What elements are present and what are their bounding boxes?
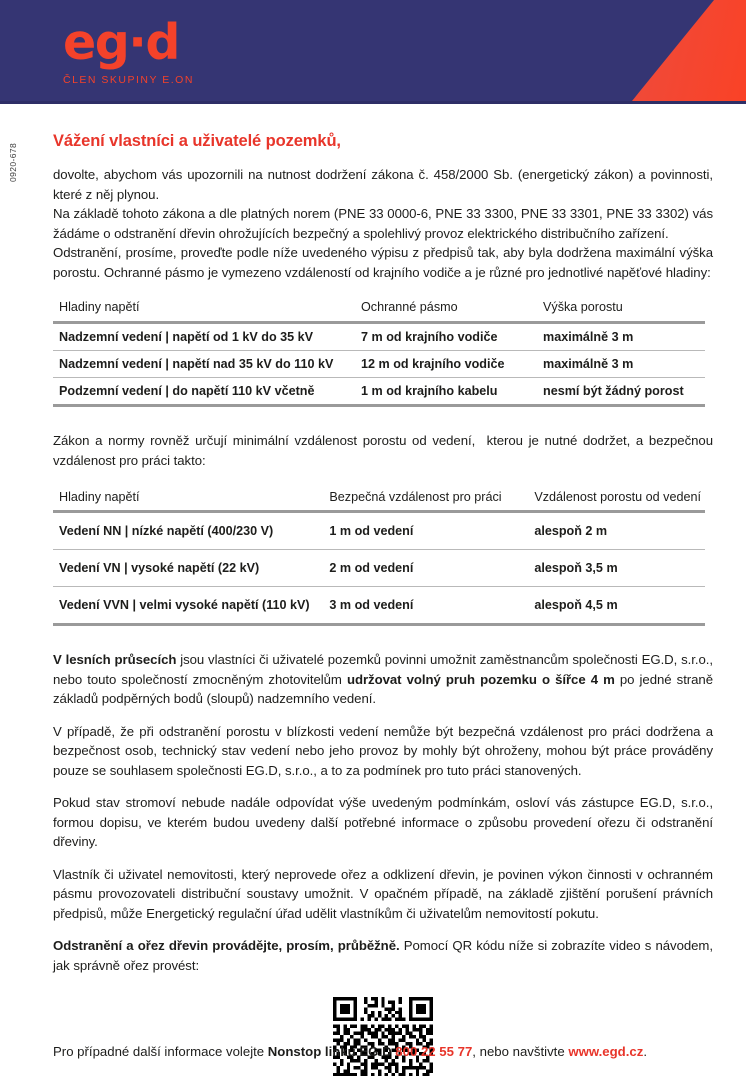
cell-voltage-level: Vedení VN | vysoké napětí (22 kV) [53, 550, 319, 587]
qr-code-icon[interactable] [333, 997, 433, 1076]
table-header-row [53, 298, 705, 323]
paragraph-minimum-distance: Zákon a normy rovněž určují minimální vzdálenost porostu od vedení, kterou je nutné dodržet, a bezpečnou vzdálenost pro práci takto: [53, 433, 713, 468]
cell-vegetation-height: nesmí být žádný porost [533, 378, 705, 406]
forest-corridors-text-1: jsou vlastníci či uživatelé pozemků povinni umožnit zaměstnancům společnosti EG.D, s.r.o., nebo touto společností zmocněným zhotovitelům [53, 652, 714, 687]
table-row [53, 323, 705, 351]
cell-safe-working-distance: 3 m od vedení [319, 587, 516, 625]
cell-voltage-level: Podzemní vedení | do napětí 110 kV včetně [53, 378, 353, 406]
logo-subtitle: ČLEN SKUPINY E.ON [63, 74, 194, 86]
forest-corridors-text-2: po jedné straně základů podpěrných bodů (sloupů) nadzemního vedení. [53, 671, 714, 706]
paragraph-intro: dovolte, abychom vás upozornili na nutnost dodržení zákona č. 458/2000 Sb. (energetický zákon) a povinnosti, které z něj plynou. [53, 167, 713, 202]
paragraph-safety-conditions: V případě, že při odstranění porostu v blízkosti vedení nemůže být bezpečná vzdálenost pro práci dodržena a bezpečnost osob, technický stav vedení nebo jeho provoz by mohly být ohroženy, mohou být práce prováděny pouze se souhlasem společnosti EG.D, s.r.o., a to za podmínek pro tuto práci stanovených. [53, 723, 713, 778]
cell-voltage-level: Vedení NN | nízké napětí (400/230 V) [53, 512, 319, 550]
paragraph-owner-obligations: Vlastník či uživatel nemovitosti, který neprovede ořez a odklizení dřevin, je povinen výkon činnosti v ochranném pásmu provozovateli distribuční soustavy umožnit. V opačném případě, na základě zjištění porušení právních předpisů, může Energetický regulační úřad udělit vlastníkům či uživatelům nemovitostí pokutu. [53, 866, 713, 921]
cell-protection-zone: 7 m od krajního vodiče [353, 323, 533, 351]
table-row [53, 587, 705, 625]
page-header [0, 0, 746, 101]
table-row [53, 351, 705, 378]
cell-vegetation-height: maximálně 3 m [533, 351, 705, 378]
egd-logo [63, 14, 263, 86]
qr-instruction-rest: Pomocí QR kódu níže si zobrazíte video s návodem, jak správně ořez provést: [53, 938, 713, 973]
safe-distance-table [53, 488, 705, 626]
col-vegetation-height: Výška porostu [533, 298, 705, 323]
cell-vegetation-distance: alespoň 2 m [516, 512, 705, 550]
col-voltage-level: Hladiny napětí [53, 298, 353, 323]
logo-wordmark: eg·d [63, 14, 179, 71]
cell-voltage-level: Nadzemní vedení | napětí nad 35 kV do 110 kV [53, 351, 353, 378]
cell-voltage-level: Vedení VVN | velmi vysoké napětí (110 kV) [53, 587, 319, 625]
paragraph-representative-letter: Pokud stav stromoví nebude nadále odpovídat výše uvedeným podmínkám, osloví vás zástupce EG.D, s.r.o., formou dopisu, ve kterém budou uvedeny další potřebné informace o způsobu provedení ořezu či odstranění dřeviny. [53, 795, 713, 849]
table-row [53, 550, 705, 587]
paragraph-removal-instructions: Odstranění, prosíme, proveďte podle níže uvedeného výpisu z předpisů tak, aby byla dodržena maximální výška porostu. Ochranné pásmo je vymezeno vzdáleností od krajního vodiče a je různé pro jednotlivé napěťové hladiny: [53, 245, 713, 280]
col-vegetation-distance: Vzdálenost porostu od vedení [516, 488, 705, 512]
footer-phone-number[interactable]: 800 22 55 77 [395, 1044, 473, 1059]
col-protection-zone: Ochranné pásmo [353, 298, 533, 323]
footer-contact [53, 1044, 713, 1059]
document-code [8, 85, 18, 182]
qr-instruction-lead: Odstranění a ořez dřevin provádějte, prosím, průběžně. [53, 938, 400, 953]
paragraph-standards: Na základě tohoto zákona a dle platných norem (PNE 33 0000-6, PNE 33 3300, PNE 33 3301, PNE 33 3302) vás žádáme o odstranění dřevin ohrožujících bezpečný a spolehlivý provoz elektrického distribučního zařízení. [53, 206, 713, 241]
cell-vegetation-distance: alespoň 4,5 m [516, 587, 705, 625]
page-title: Vážení vlastníci a uživatelé pozemků, [53, 132, 341, 150]
cell-vegetation-height: maximálně 3 m [533, 323, 705, 351]
cell-safe-working-distance: 1 m od vedení [319, 512, 516, 550]
table-row [53, 378, 705, 406]
forest-corridors-lead: V lesních průsecích [53, 652, 177, 667]
cell-safe-working-distance: 2 m od vedení [319, 550, 516, 587]
table-header-row [53, 488, 705, 512]
letter-body [53, 132, 713, 1076]
paragraph-forest-corridors [53, 650, 713, 709]
footer-text-1: Pro případné další informace volejte [53, 1044, 268, 1059]
qr-code-container [53, 997, 713, 1076]
protection-zone-table [53, 298, 705, 407]
footer-text-end: . [643, 1044, 647, 1059]
cell-vegetation-distance: alespoň 3,5 m [516, 550, 705, 587]
table-row [53, 512, 705, 550]
footer-text-2: , nebo navštivte [472, 1044, 569, 1059]
header-red-wedge [446, 0, 746, 101]
col-voltage-level: Hladiny napětí [53, 488, 319, 512]
cell-protection-zone: 12 m od krajního vodiče [353, 351, 533, 378]
paragraph-qr-instruction [53, 936, 713, 975]
forest-corridors-emphasis: udržovat volný pruh pozemku o šířce 4 m [346, 671, 615, 687]
cell-voltage-level: Nadzemní vedení | napětí od 1 kV do 35 kV [53, 323, 353, 351]
header-divider [0, 101, 746, 104]
document-code-text: 0920-678 [8, 142, 18, 182]
cell-protection-zone: 1 m od krajního kabelu [353, 378, 533, 406]
col-safe-working-distance: Bezpečná vzdálenost pro práci [319, 488, 516, 512]
footer-website-link[interactable]: www.egd.cz [568, 1044, 644, 1059]
footer-hotline-label: Nonstop linku EG.D [267, 1044, 392, 1059]
